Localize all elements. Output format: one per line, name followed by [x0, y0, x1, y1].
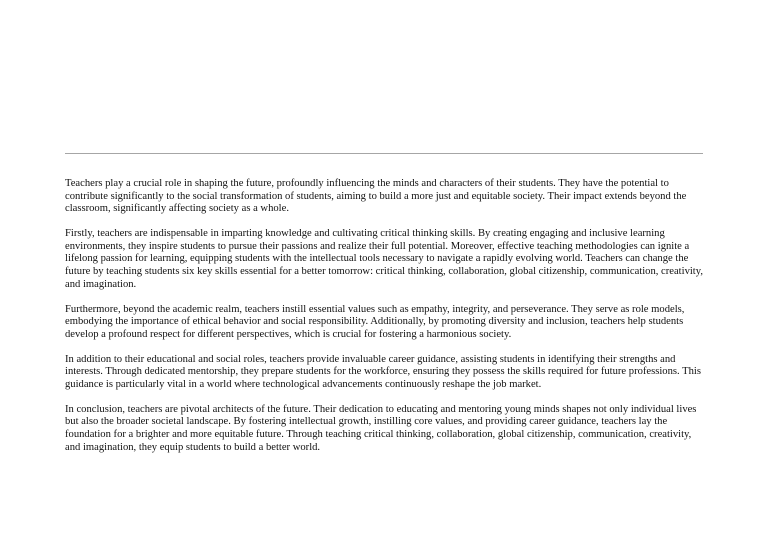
paragraph-knowledge: Firstly, teachers are indispensable in imparting knowledge and cultivating critical thinking skills. By creating engaging and inclusive learning environments, they inspire students to pursue their passions and realize their full potential. Moreover, effective teaching methodologies can ignite a lifelong passion for learning, equipping students with the intellectual tools necessary to navigate a rapidly evolving world. Teachers can change the future by teaching students six key skills essential for a better tomorrow: critical thinking, collaboration, global citizenship, communication, creativity, and imagination. [65, 228, 704, 290]
horizontal-divider [65, 153, 703, 154]
document-body [65, 178, 705, 467]
paragraph-conclusion: In conclusion, teachers are pivotal architects of the future. Their dedication to educating and mentoring young minds shapes not only individual lives but also the broader societal landscape. By fostering intellectual growth, instilling core values, and providing career guidance, teachers lay the foundation for a brighter and more equitable future. Through teaching critical thinking, collaboration, global citizenship, communication, creativity, and imagination, they equip students to build a better world. [65, 403, 697, 453]
paragraph-introduction: Teachers play a crucial role in shaping the future, profoundly influencing the minds and characters of their students. They have the potential to contribute significantly to the social transformation of students, aiming to build a more just and equitable society. Their impact extends beyond the classroom, significantly affecting society as a whole. [65, 178, 687, 215]
paragraph-career-guidance: In addition to their educational and social roles, teachers provide invaluable career guidance, assisting students in identifying their strengths and interests. Through dedicated mentorship, they prepare students for the workforce, ensuring they possess the skills required for future professions. This guidance is particularly vital in a world where technological advancements continuously reshape the job market. [65, 353, 701, 390]
paragraph-values: Furthermore, beyond the academic realm, teachers instill essential values such as empathy, integrity, and perseverance. They serve as role models, embodying the importance of ethical behavior and social responsibility. Additionally, by promoting diversity and inclusion, teachers help students develop a profound respect for different perspectives, which is crucial for fostering a harmonious society. [65, 303, 685, 340]
